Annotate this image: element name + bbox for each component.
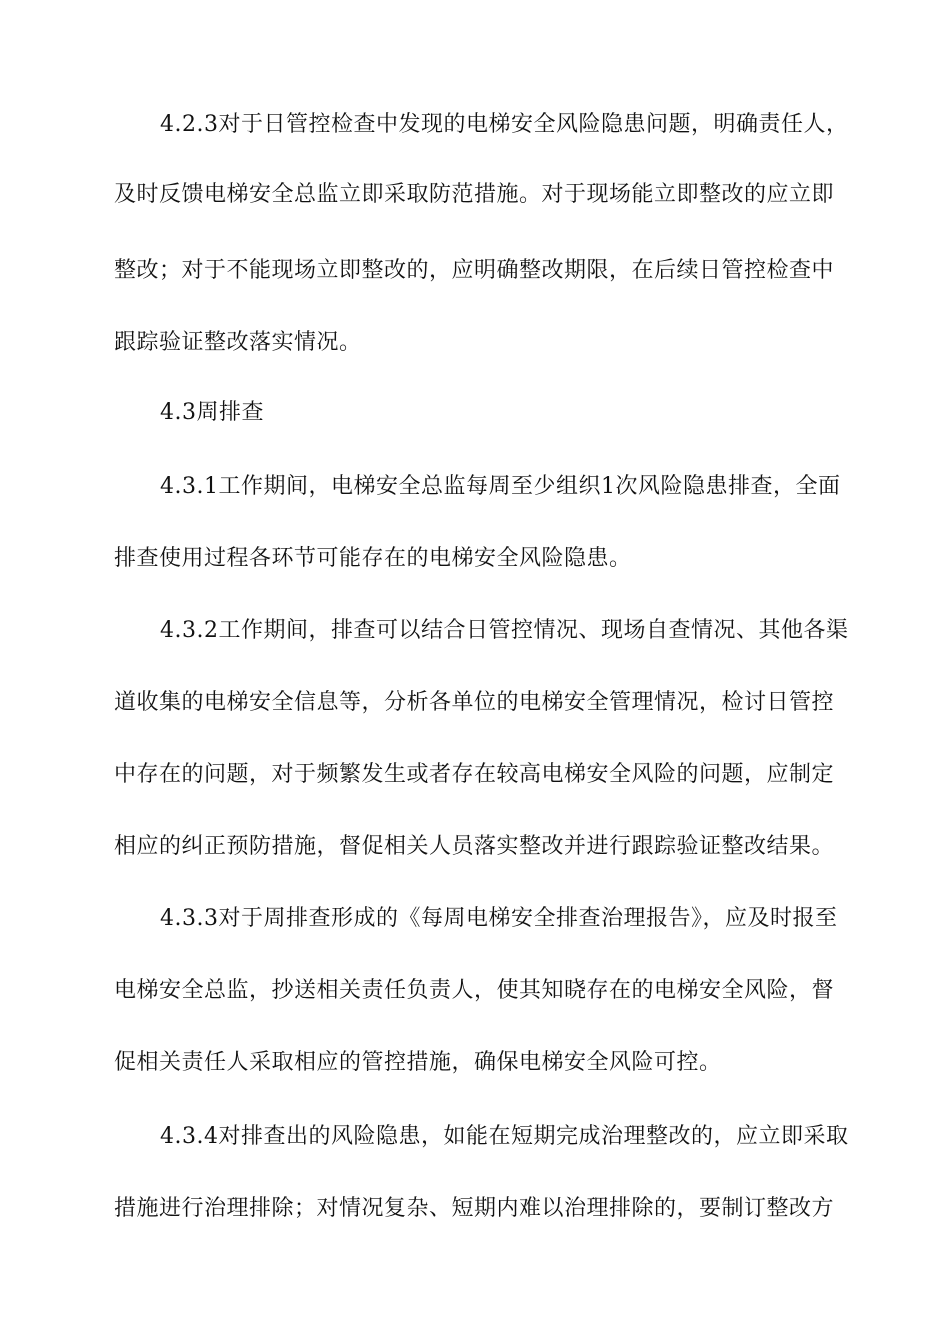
para-4-2-3-line-1: 4.2.3对于日管控检查中发现的电梯安全风险隐患问题，明确责任人，: [160, 112, 849, 137]
para-4-2-3-line-2: 及时反馈电梯安全总监立即采取防范措施。对于现场能立即整改的应立即: [114, 182, 835, 207]
para-4-3-3-line-3: 促相关责任人采取相应的管控措施，确保电梯安全风险可控。: [114, 1050, 722, 1075]
para-4-2-3-line-4: 跟踪验证整改落实情况。: [114, 330, 362, 355]
para-4-3-2-line-3: 中存在的问题，对于频繁发生或者存在较高电梯安全风险的问题，应制定: [114, 762, 835, 787]
para-4-3-3-line-2: 电梯安全总监，抄送相关责任负责人，使其知晓存在的电梯安全风险，督: [114, 978, 835, 1003]
para-4-3-2-line-4: 相应的纠正预防措施，督促相关人员落实整改并进行跟踪验证整改结果。: [114, 834, 835, 859]
para-4-3-2-line-1: 4.3.2工作期间，排查可以结合日管控情况、现场自查情况、其他各渠: [160, 618, 849, 643]
para-4-3-2-line-2: 道收集的电梯安全信息等，分析各单位的电梯安全管理情况，检讨日管控: [114, 690, 835, 715]
para-4-2-3-line-3: 整改；对于不能现场立即整改的，应明确整改期限，在后续日管控检查中: [114, 258, 835, 283]
para-4-3-1-line-1: 4.3.1工作期间，电梯安全总监每周至少组织1次风险隐患排查，全面: [160, 474, 841, 499]
para-4-3-3-line-1: 4.3.3对于周排查形成的《每周电梯安全排查治理报告》，应及时报至: [160, 906, 838, 931]
para-4-3-1-line-2: 排查使用过程各环节可能存在的电梯安全风险隐患。: [114, 546, 632, 571]
section-heading-4-3: 4.3周排查: [160, 400, 264, 425]
para-4-3-4-line-1: 4.3.4对排查出的风险隐患，如能在短期完成治理整改的，应立即采取: [160, 1124, 849, 1149]
para-4-3-4-line-2: 措施进行治理排除；对情况复杂、短期内难以治理排除的，要制订整改方: [114, 1196, 835, 1221]
